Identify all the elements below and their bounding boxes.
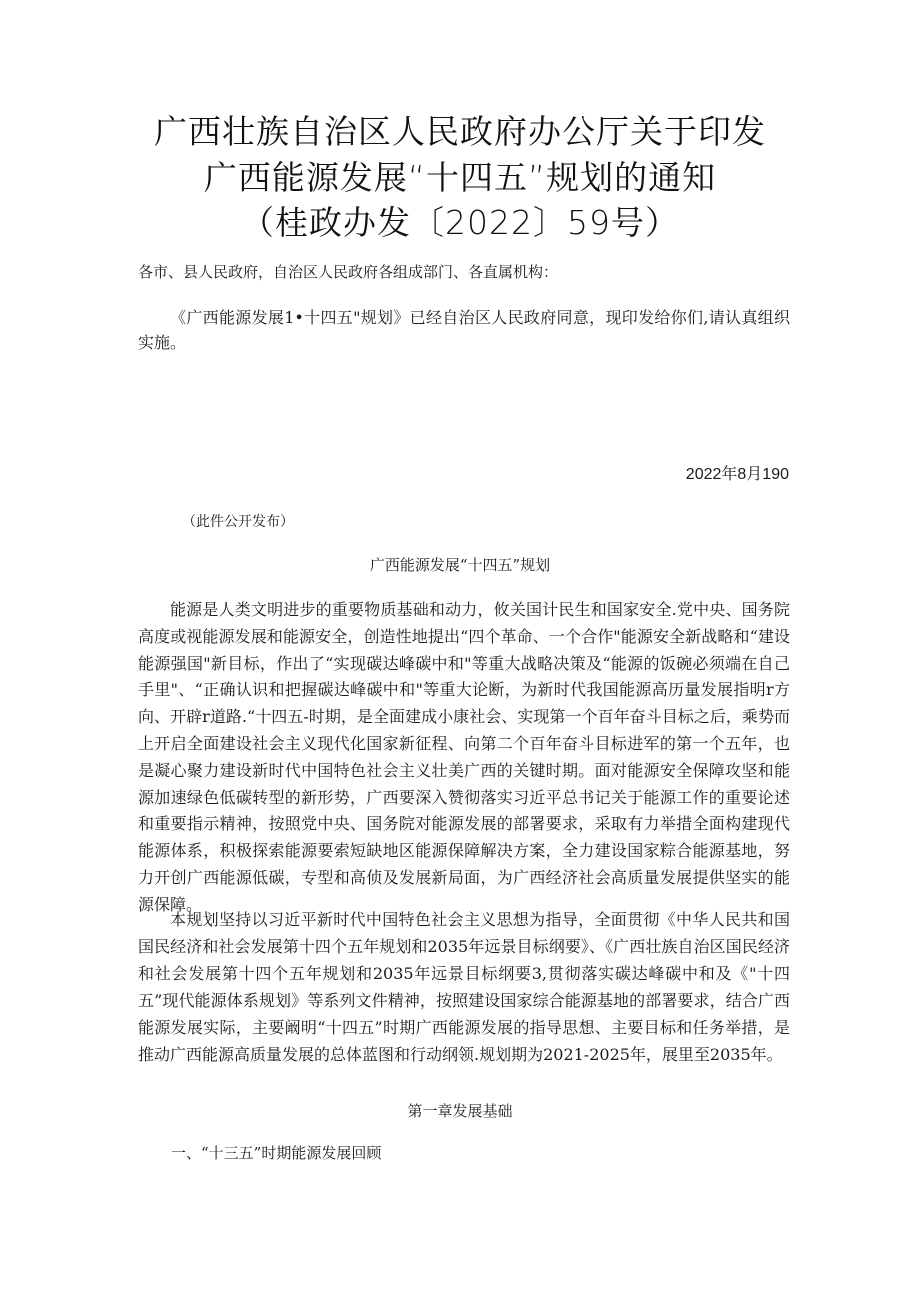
document-title-line-2: 广西能源发展“十四五”规划的通知: [203, 158, 717, 197]
chapter-heading: 第一章发展基础: [407, 1102, 513, 1120]
section-heading: 一、“十三五”时期能源发展回顾: [171, 1144, 382, 1162]
body-paragraph-1: 能源是人类文明进步的重要物质基础和动力，攸关国计民生和国家安全.党中央、国务院高度或视能源发展和能源安全，创造性地提出“四个革命、一个合作"能源安全新战略和“建设能源强国"新目标，作出了“实现碳达峰碳中和"等重大战略决策及“能源的饭碗必须端在自己手里"、“正确认识和把握碳达峰碳中和"等重大论断，为新时代我国能源高历量发展指明r方向、开辟r道路.“十四五-时期，是全面建成小康社会、实现第一个百年奋斗目标之后，乘势而上开启全面建设社会主义现代化国家新征程、向第二个百年奋斗目标进军的第一个五年，也是凝心聚力建设新时代中国特色社会主义壮美广西的关键时期。面对能源安全保障攻坚和能源加速绿色低碳转型的新形势，广西要深入赞彻落实习近平总书记关于能源工作的重要论述和重要指示精神，按照党中央、国务院对能源发展的部署要求，采取有力举措全面构建现代能源体系，积极探索能源要索短缺地区能源保障解决方案，全力建设国家粽合能源基地，努力开创广西能源低碳，专型和高侦及发展新局面，为广西经济社会高质量发展提供坚实的能源保障。: [138, 600, 790, 914]
document-number: （桂政办发〔2022〕59号）: [241, 203, 679, 242]
issue-date: 2022年8月190: [685, 466, 789, 483]
addressee: 各市、县人民政府，自治区人民政府各组成部门、各直属机构：: [138, 263, 559, 281]
document-title-line-1: 广西壮族自治区人民政府办公厅关于印发: [154, 112, 766, 151]
body-paragraph-2: 本规划坚持以习近平新时代中国特色社会主义思想为指导，全面贯彻《中华人民共和国国民经济和社会发展第十四个五年规划和2035年远景目标纲要》、《广西壮族自治区国民经济和社会发展第十四个五年规划和2035年远景目标纲要3,贯彻落实碳达峰碳中和及《"十四五”现代能源体系规划》等系列文件精神，按照建设国家综合能源基地的部署要求，结合广西能源发展实际，主要阚明“十四五”时期广西能源发展的指导思想、主要目标和任务举措，是推动广西能源高质量发展的总体蓝图和行动纲领.规划期为2021-2025年，展里至2035年。: [138, 910, 790, 1064]
public-release-note: （此件公开发布）: [182, 514, 294, 530]
plan-title: 广西能源发展“十四五”规划: [369, 556, 551, 574]
notice-body: 《广西能源发展1•十四五"规划》已经自治区人民政府同意，现印发给你们,请认真组织实施。: [138, 308, 790, 352]
